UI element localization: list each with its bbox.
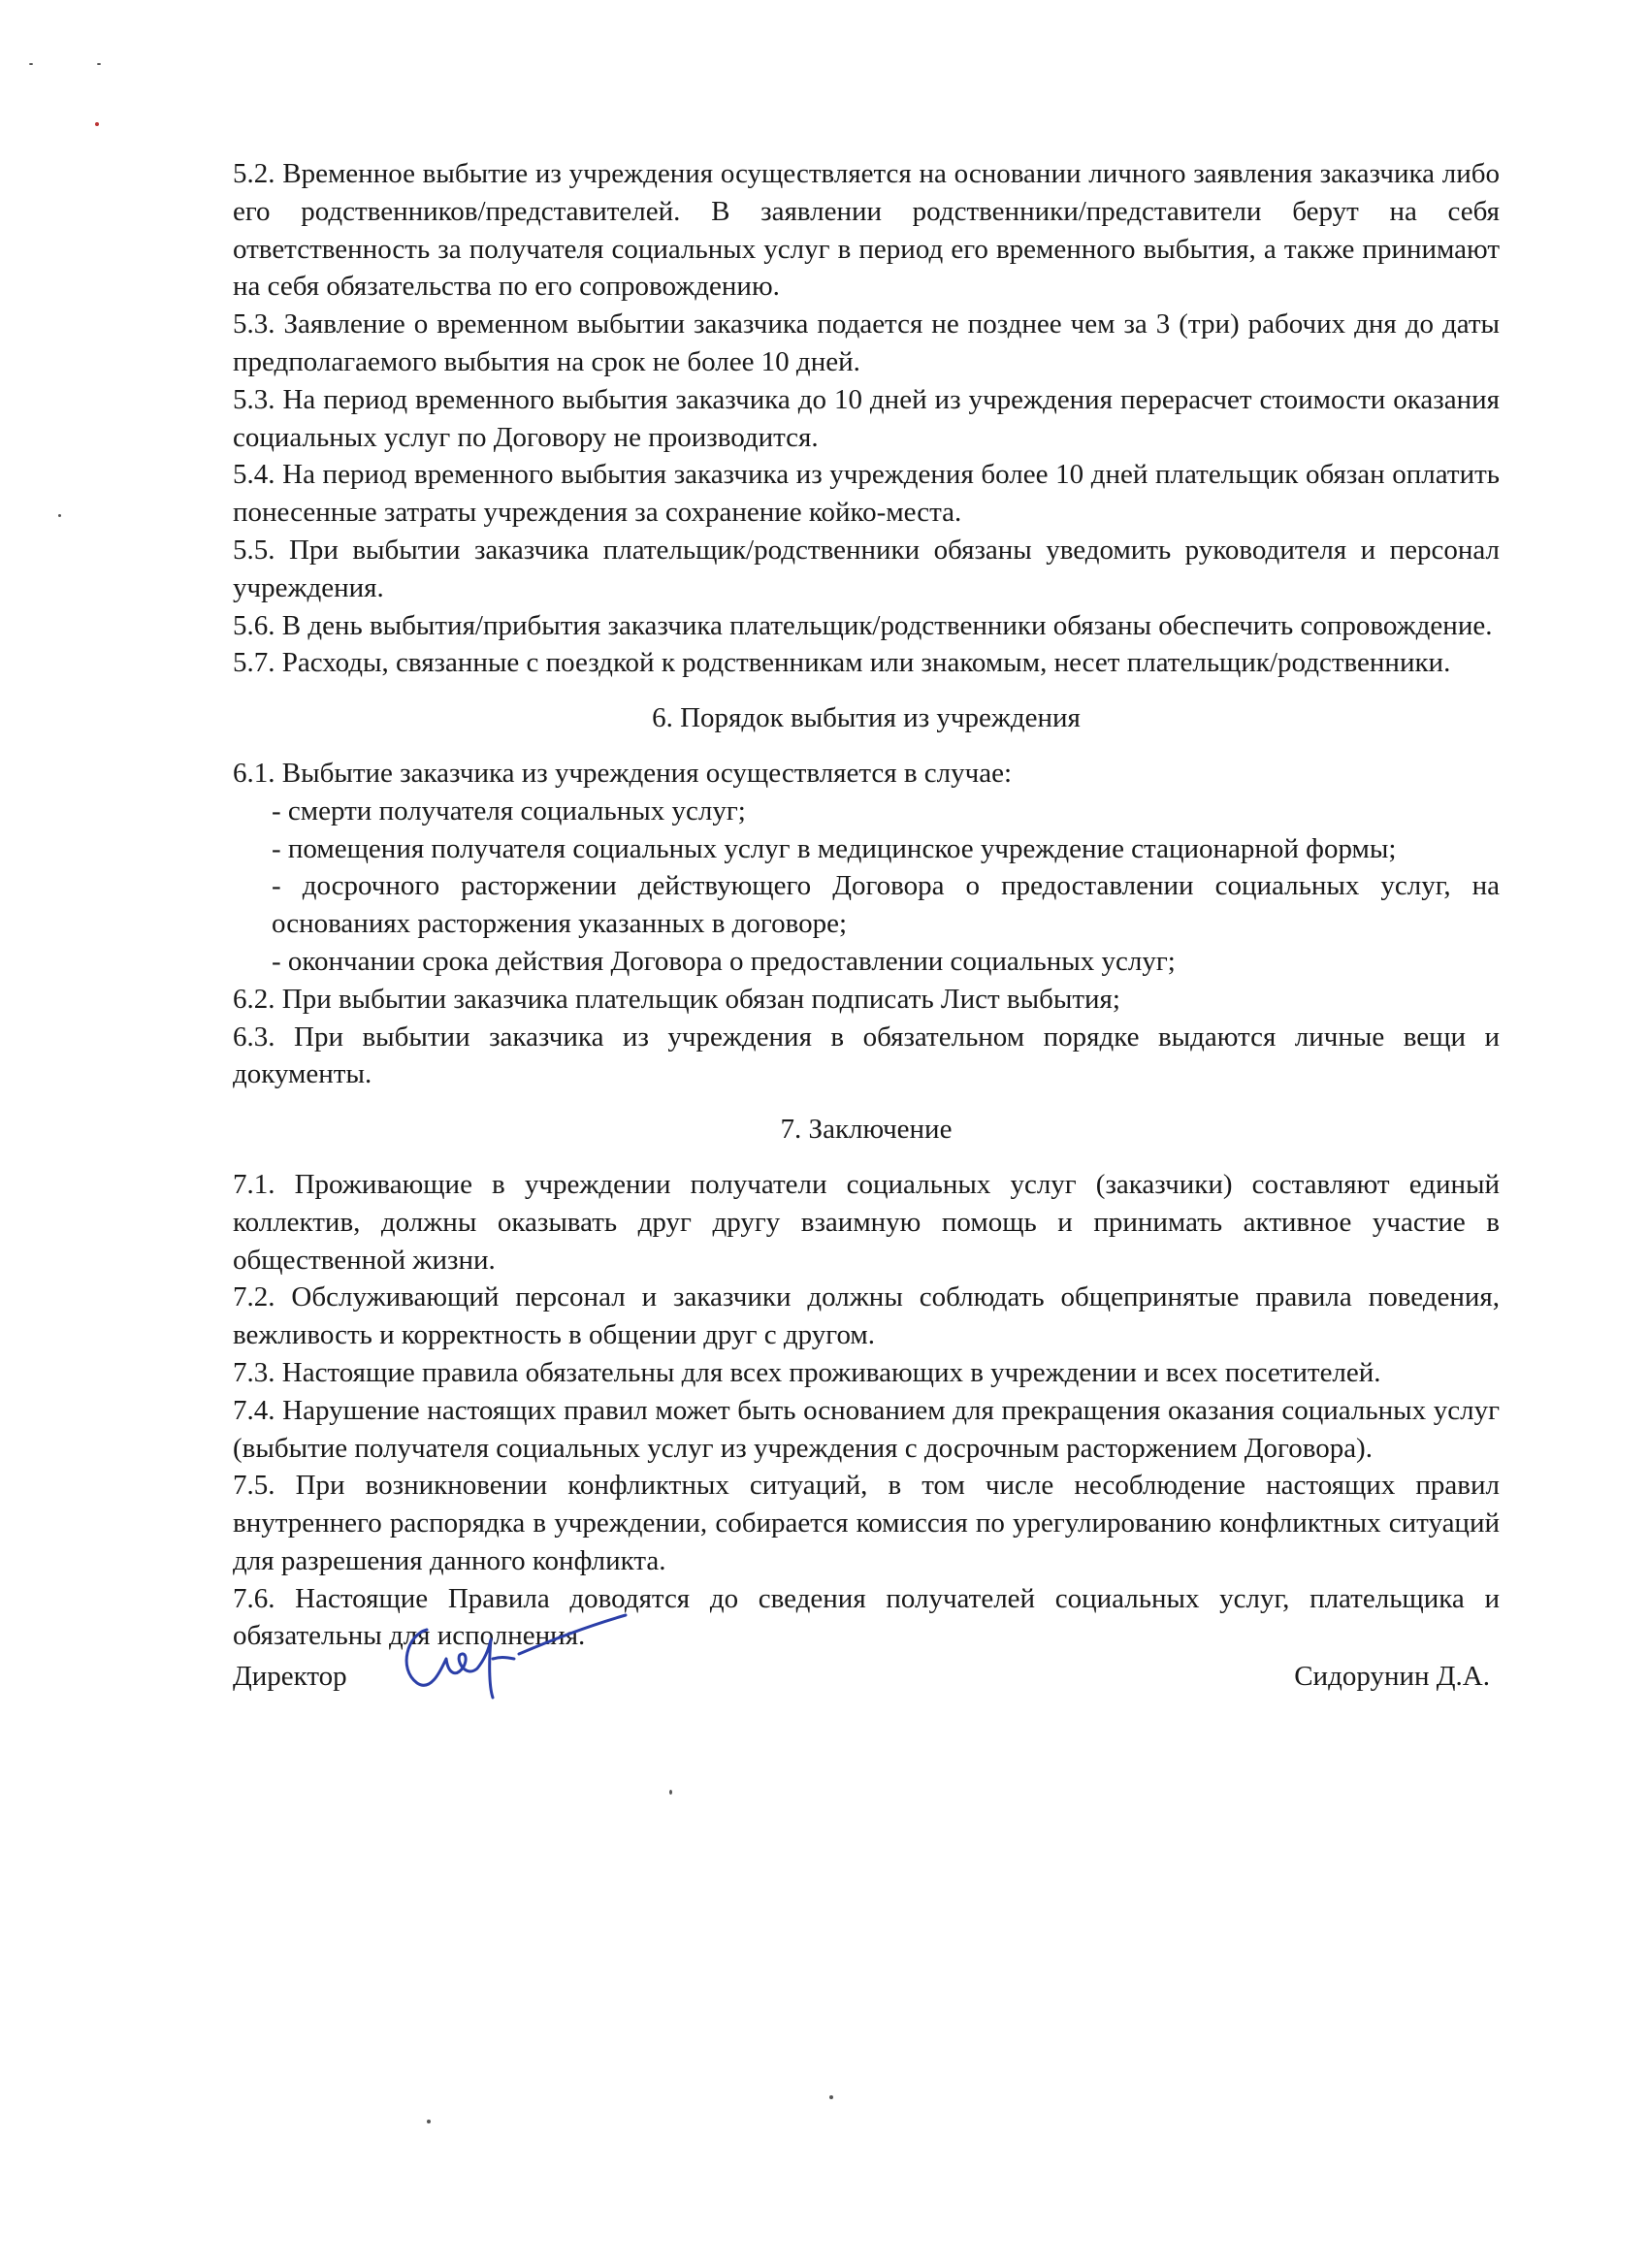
clause-6-1-item: - помещения получателя социальных услуг в медицинское учреждение стационарной формы; bbox=[272, 832, 1397, 864]
clause-6-1-item: - смерти получателя социальных услуг; bbox=[272, 794, 746, 826]
scan-speck bbox=[669, 1790, 672, 1795]
clause-5-2: 5.2. Временное выбытие из учреждения осуществляется на основании личного заявления заказчика либо его родственников/представителей. В заявлении родственники/представители берут на себя ответственность за получателя социальных услуг в период его временного выбытия, а также принимают на себя обязательства по его сопровождению. bbox=[233, 158, 1500, 303]
clause-5-4: 5.4. На период временного выбытия заказчика из учреждения более 10 дней плательщик обязан оплатить понесенные затраты учреждения за сохранение койко-места. bbox=[233, 459, 1500, 529]
clause-5-7: 5.7. Расходы, связанные с поездкой к родственникам или знакомым, несет плательщик/родственники. bbox=[233, 647, 1451, 679]
scan-speck bbox=[427, 2120, 431, 2123]
scan-speck bbox=[95, 122, 99, 126]
scan-speck bbox=[97, 63, 101, 65]
clause-6-1: 6.1. Выбытие заказчика из учреждения осуществляется в случае: bbox=[233, 757, 1013, 789]
section-7 bbox=[233, 1166, 1500, 1655]
signature-stroke bbox=[406, 1615, 626, 1698]
clause-5-6: 5.6. В день выбытия/прибытия заказчика плательщик/родственники обязаны обеспечить сопровождение. bbox=[233, 609, 1493, 641]
section-6 bbox=[233, 755, 1500, 1093]
scan-speck bbox=[58, 514, 61, 517]
clause-7-2: 7.2. Обслуживающий персонал и заказчики должны соблюдать общепринятые правила поведения, вежливость и корректность в общении друг с другом. bbox=[233, 1281, 1500, 1351]
clause-6-1-item: - окончании срока действия Договора о предоставлении социальных услуг; bbox=[272, 945, 1176, 977]
clause-7-4: 7.4. Нарушение настоящих правил может быть основанием для прекращения оказания социальных услуг (выбытие получателя социальных услуг из учреждения с досрочным расторжением Договора). bbox=[233, 1394, 1500, 1464]
handwritten-signature bbox=[388, 1601, 640, 1707]
clause-5-5: 5.5. При выбытии заказчика плательщик/родственники обязаны уведомить руководителя и персонал учреждения. bbox=[233, 534, 1500, 603]
scan-speck bbox=[829, 2095, 833, 2099]
section-6-heading: 6. Порядок выбытия из учреждения bbox=[652, 702, 1081, 734]
document-body bbox=[233, 155, 1500, 1655]
clause-6-3: 6.3. При выбытии заказчика из учреждения в обязательном порядке выдаются личные вещи и документы. bbox=[233, 1021, 1500, 1090]
clause-5-3b: 5.3. На период временного выбытия заказчика до 10 дней из учреждения перерасчет стоимости оказания социальных услуг по Договору не производится. bbox=[233, 383, 1500, 453]
scan-speck bbox=[29, 63, 33, 65]
clause-6-2: 6.2. При выбытии заказчика плательщик обязан подписать Лист выбытия; bbox=[233, 983, 1120, 1015]
clause-7-5: 7.5. При возникновении конфликтных ситуаций, в том числе несоблюдение настоящих правил внутреннего распорядка в учреждении, собирается комиссия по урегулированию конфликтных ситуаций для разрешения данного конфликта. bbox=[233, 1470, 1500, 1576]
section-5 bbox=[233, 155, 1500, 682]
clause-6-1-item: - досрочного расторжении действующего Договора о предоставлении социальных услуг, на основаниях расторжения указанных в договоре; bbox=[272, 870, 1500, 940]
signatory-name: Сидорунин Д.А. bbox=[1294, 1661, 1490, 1692]
section-7-heading: 7. Заключение bbox=[780, 1114, 953, 1146]
signature-block bbox=[233, 1630, 1500, 1707]
clause-5-3a: 5.3. Заявление о временном выбытии заказчика подается не позднее чем за 3 (три) рабочих дня до даты предполагаемого выбытия на срок не более 10 дней. bbox=[233, 308, 1500, 377]
clause-7-6: 7.6. Настоящие Правила доводятся до сведения получателей социальных услуг, плательщика и обязательны для исполнения. bbox=[233, 1582, 1500, 1652]
clause-7-3: 7.3. Настоящие правила обязательны для всех проживающих в учреждении и всех посетителей. bbox=[233, 1356, 1381, 1388]
clause-7-1: 7.1. Проживающие в учреждении получатели социальных услуг (заказчики) составляют единый коллектив, должны оказывать друг другу взаимную помощь и принимать активное участие в общественной жизни. bbox=[233, 1168, 1500, 1276]
signatory-role: Директор bbox=[233, 1661, 347, 1692]
